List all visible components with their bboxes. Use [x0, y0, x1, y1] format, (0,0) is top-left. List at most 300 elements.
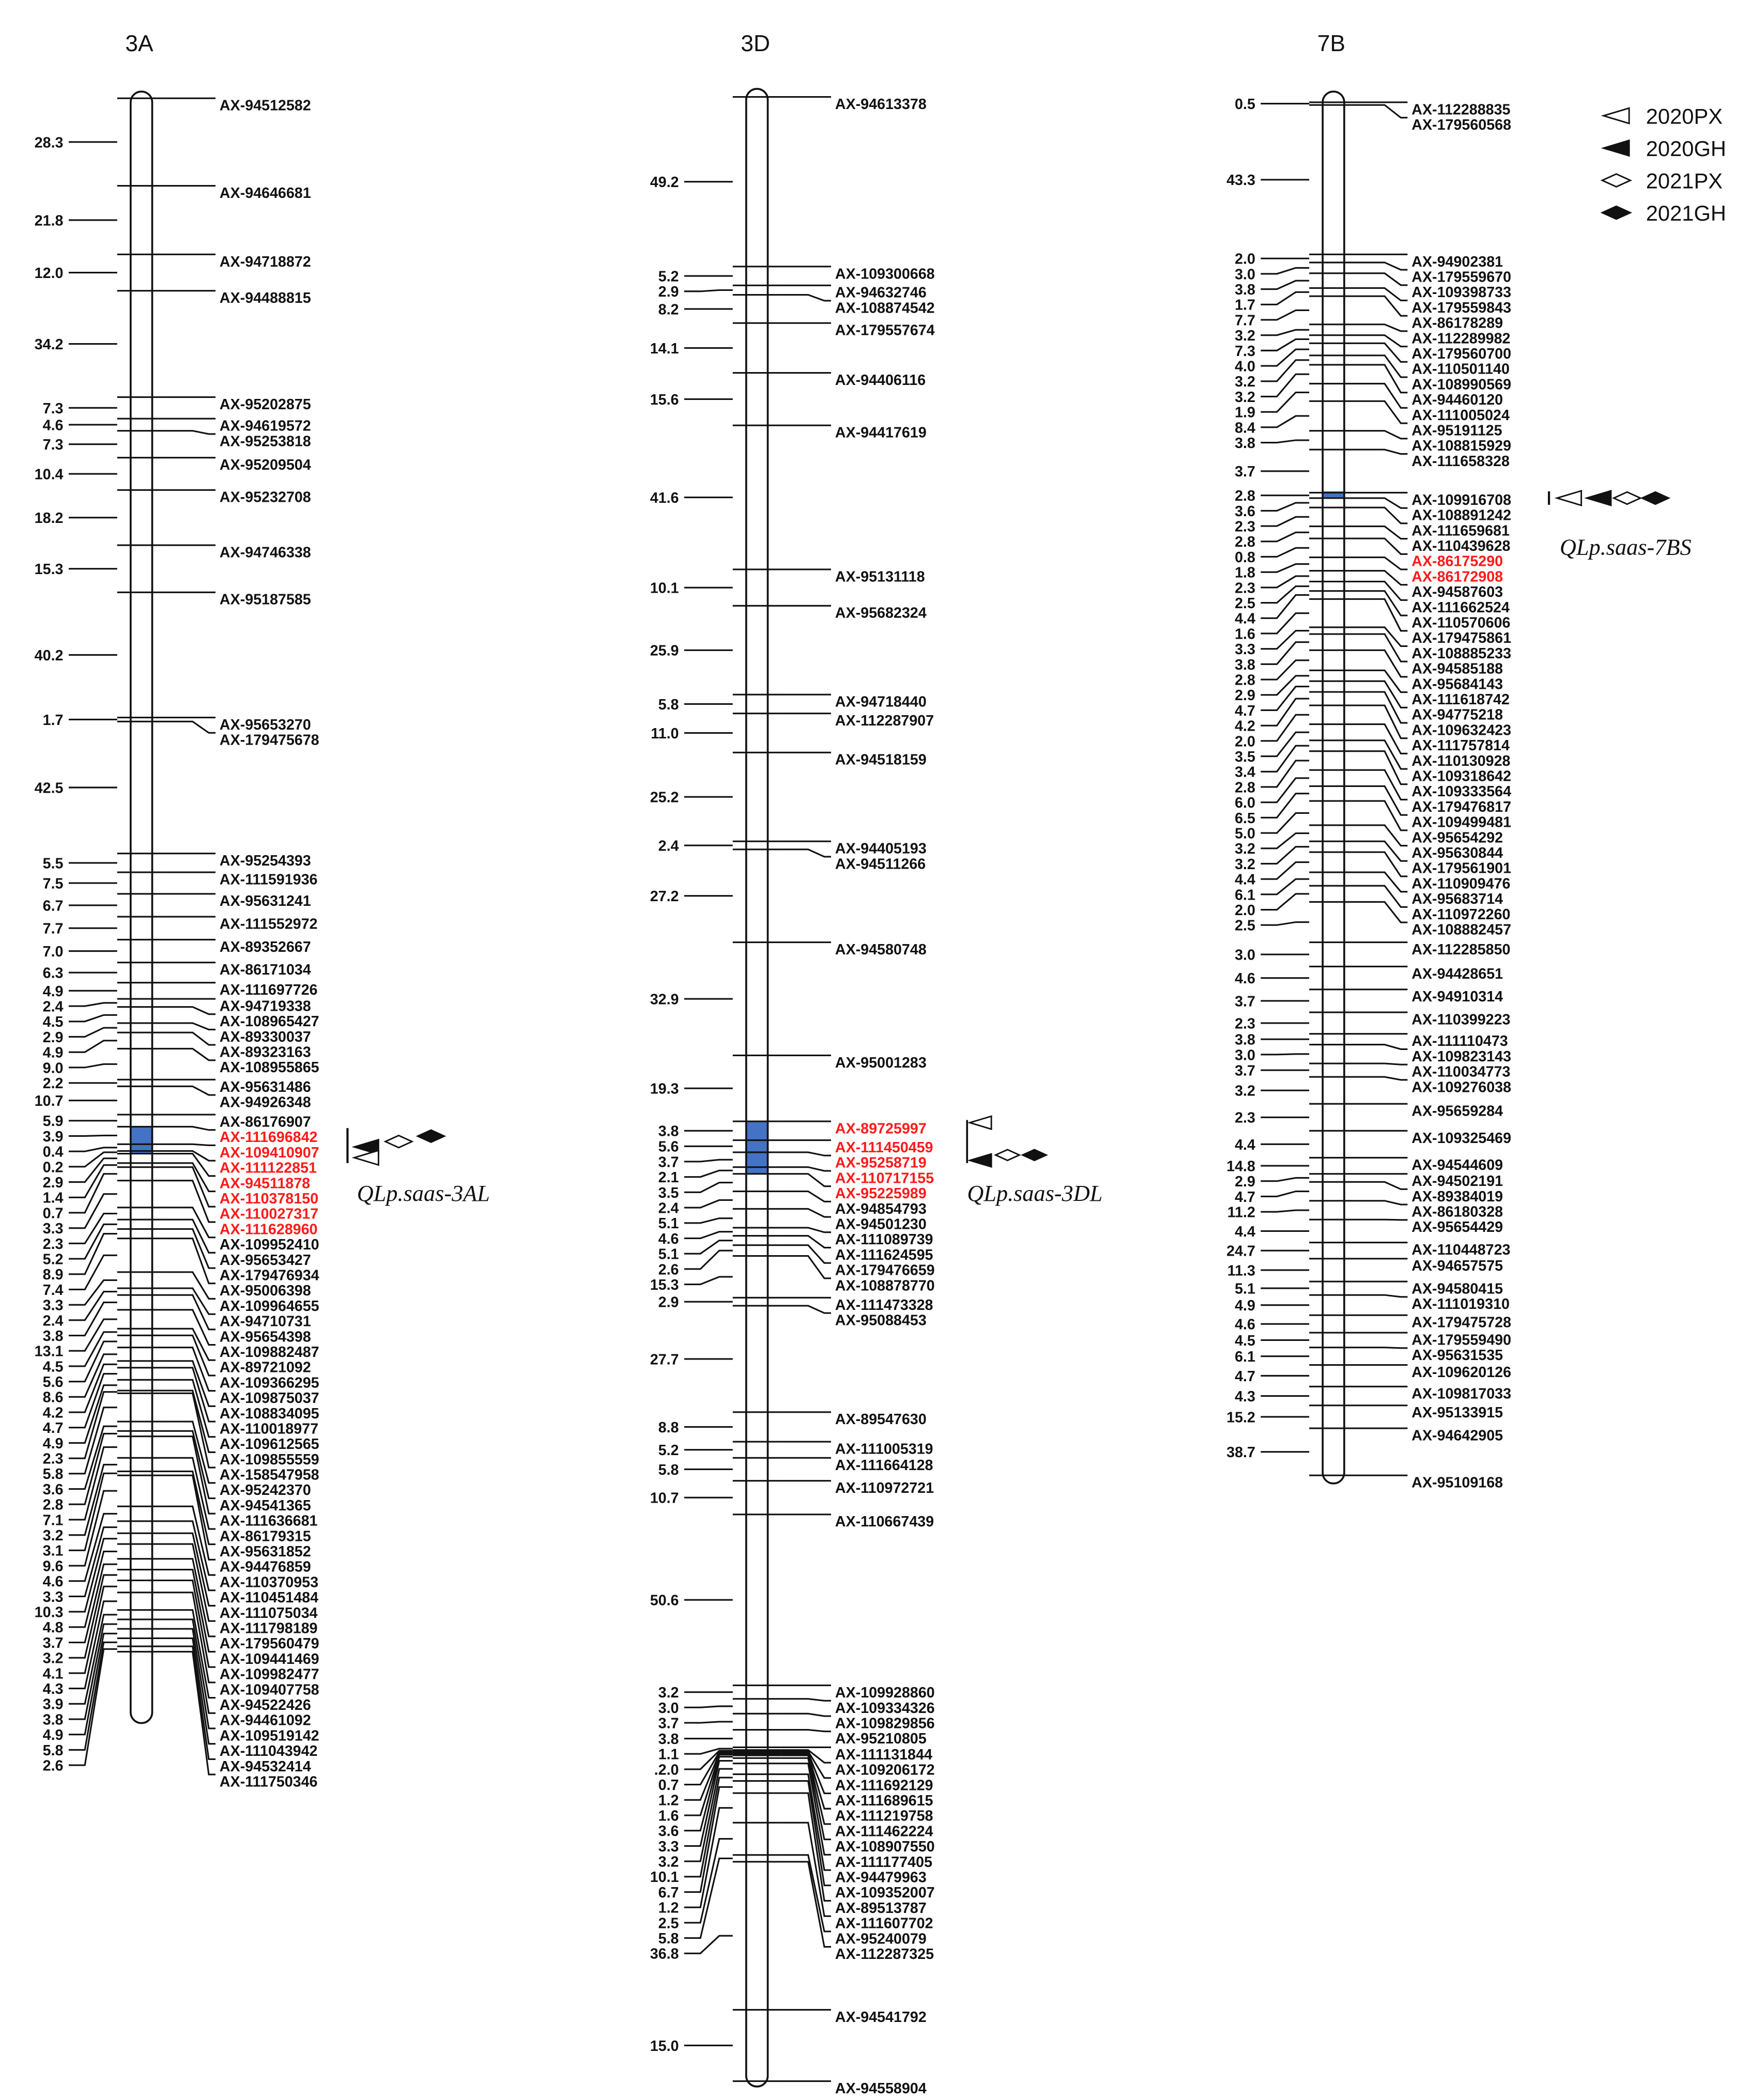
- distance-label: 2.3: [1235, 1015, 1255, 1032]
- distance-interval: [658, 1139, 733, 1155]
- distance-interval: [1235, 1281, 1309, 1298]
- marker-label: AX-179560568: [1411, 117, 1512, 134]
- marker-label: AX-109952410: [219, 1237, 319, 1254]
- marker-label: AX-95131118: [835, 568, 925, 585]
- distance-label: 36.8: [650, 1945, 679, 1963]
- marker-label: AX-111177405: [835, 1854, 932, 1871]
- marker-label: AX-111662524: [1411, 599, 1510, 616]
- distance-interval: [658, 1154, 733, 1170]
- marker-label: AX-95001283: [835, 1054, 927, 1071]
- marker-label: AX-112285850: [1411, 941, 1511, 959]
- marker-label: AX-94646681: [219, 184, 311, 202]
- distance-label: 3.3: [42, 1588, 64, 1605]
- marker-label: AX-179475728: [1411, 1314, 1512, 1331]
- distance-interval: [650, 991, 733, 1008]
- distance-interval: [35, 212, 117, 229]
- distance-label: 49.2: [650, 174, 679, 191]
- distance-interval: [43, 417, 117, 434]
- distance-label: 42.5: [34, 780, 64, 797]
- distance-label: 27.7: [650, 1351, 679, 1368]
- distance-label: 2.9: [1235, 1173, 1255, 1191]
- filled-triangle-icon: [1587, 491, 1611, 505]
- distance-label: 50.6: [650, 1592, 679, 1609]
- distance-label: 6.3: [42, 965, 64, 982]
- marker-label: AX-109318642: [1411, 768, 1512, 785]
- distance-label: 28.3: [34, 134, 64, 151]
- distance-label: 2.5: [658, 1915, 679, 1932]
- distance-label: 3.7: [658, 1715, 679, 1732]
- marker: [733, 1514, 934, 1530]
- marker-label: AX-109612565: [219, 1436, 319, 1453]
- marker: [117, 489, 311, 506]
- marker-label: AX-109499481: [1411, 814, 1512, 831]
- distance-interval: [43, 855, 117, 872]
- marker-label: AX-111636681: [219, 1512, 318, 1530]
- distance-label: 18.2: [34, 510, 64, 527]
- marker-label: AX-108882457: [1411, 921, 1512, 938]
- distance-label: 3.5: [1235, 748, 1255, 765]
- distance-interval: [658, 1183, 733, 1201]
- marker: [1309, 989, 1503, 1005]
- distance-label: 1.6: [658, 1808, 679, 1825]
- distance-interval: [658, 1715, 733, 1732]
- marker-label: AX-110667439: [835, 1514, 934, 1531]
- distance-interval: [650, 1490, 733, 1507]
- marker-label: AX-108965427: [219, 1013, 319, 1030]
- distance-label: 2.9: [658, 1294, 679, 1311]
- marker-label: AX-110972721: [835, 1480, 934, 1497]
- marker-label: AX-94613378: [835, 96, 927, 113]
- distance-label: .2.0: [654, 1762, 679, 1779]
- distance-label: 4.5: [42, 1358, 64, 1376]
- marker-label: AX-95653427: [219, 1252, 311, 1269]
- distance-interval: [1235, 1173, 1309, 1190]
- marker-label: AX-94746338: [219, 544, 311, 561]
- marker-label: AX-110448723: [1411, 1241, 1511, 1258]
- filled-diamond-icon: [1602, 206, 1630, 219]
- distance-label: 0.7: [658, 1777, 679, 1794]
- marker-label-highlighted: AX-86175290: [1411, 553, 1503, 570]
- marker-label: AX-94902381: [1411, 253, 1503, 270]
- marker-label: AX-108955865: [219, 1059, 319, 1076]
- marker-label: AX-94854793: [835, 1200, 927, 1217]
- distance-label: 2.5: [1235, 595, 1255, 612]
- legend-item: [1602, 201, 1726, 225]
- distance-label: 4.4: [1235, 1223, 1255, 1240]
- distance-label: 2.8: [1235, 672, 1255, 689]
- marker-label: AX-111075034: [219, 1604, 318, 1622]
- marker-label-highlighted: AX-110378150: [219, 1190, 319, 1207]
- legend-label: 2021GH: [1646, 201, 1727, 226]
- open-diamond-icon: [1602, 174, 1630, 187]
- distance-label: 10.7: [650, 1490, 679, 1507]
- distance-label: 2.9: [42, 1029, 64, 1046]
- distance-interval: [650, 888, 733, 905]
- marker: [733, 425, 927, 441]
- distance-label: 3.6: [658, 1823, 679, 1840]
- distance-label: 7.4: [42, 1281, 64, 1299]
- distance-label: 11.3: [1227, 1262, 1255, 1279]
- distance-label: 34.2: [34, 336, 64, 353]
- marker-label: AX-179476817: [1411, 798, 1512, 815]
- distance-interval: [35, 265, 117, 282]
- marker-label: AX-110034773: [1411, 1063, 1511, 1080]
- marker-label-highlighted: AX-95258719: [835, 1154, 927, 1171]
- distance-label: 5.8: [42, 1466, 64, 1483]
- marker-label: AX-179557674: [835, 322, 935, 339]
- marker-label: AX-110399223: [1411, 1011, 1511, 1028]
- marker: [1309, 1201, 1503, 1221]
- distance-label: 1.6: [1235, 626, 1255, 643]
- marker-label: AX-95088453: [835, 1312, 927, 1329]
- distance-interval: [658, 1700, 733, 1717]
- marker-label: AX-109333564: [1411, 783, 1512, 800]
- distance-interval: [1227, 1262, 1309, 1279]
- distance-interval: [658, 1231, 733, 1247]
- marker: [117, 98, 311, 114]
- distance-label: 15.2: [1226, 1409, 1255, 1426]
- marker-label: AX-111692129: [835, 1777, 933, 1794]
- marker: [117, 717, 311, 733]
- distance-label: 3.4: [1235, 764, 1255, 781]
- marker-label: AX-108878770: [835, 1277, 935, 1294]
- distance-label: 7.5: [42, 875, 64, 892]
- distance-label: 5.8: [658, 696, 679, 713]
- marker-label: AX-95133915: [1411, 1404, 1503, 1422]
- marker-label: AX-94642905: [1411, 1427, 1503, 1444]
- distance-label: 3.0: [1235, 947, 1255, 964]
- marker-label: AX-158547958: [219, 1466, 319, 1484]
- distance-label: 3.2: [1235, 856, 1255, 873]
- distance-interval: [658, 268, 733, 285]
- filled-triangle-icon: [970, 1154, 991, 1167]
- qtl-annotation: [347, 1128, 489, 1206]
- distance-label: 3.8: [658, 1123, 679, 1140]
- marker-label: AX-108885233: [1411, 645, 1512, 662]
- marker: [117, 916, 318, 933]
- marker: [1309, 1404, 1503, 1421]
- marker: [733, 752, 927, 768]
- open-triangle-icon: [354, 1150, 378, 1165]
- marker-label: AX-86178289: [1411, 315, 1503, 332]
- distance-interval: [1235, 1137, 1309, 1153]
- marker-label: AX-110909476: [1411, 875, 1511, 892]
- distance-label: 5.6: [658, 1138, 679, 1155]
- marker-label: AX-94488815: [219, 290, 311, 307]
- distance-label: 5.8: [658, 1931, 679, 1948]
- distance-interval: [1235, 1015, 1309, 1032]
- distance-label: 5.2: [42, 1251, 64, 1268]
- distance-interval: [35, 336, 117, 353]
- marker-label: AX-109519142: [219, 1727, 319, 1744]
- distance-label: 24.7: [1226, 1243, 1255, 1260]
- marker: [117, 185, 311, 202]
- distance-interval: [43, 983, 117, 1000]
- distance-label: 3.3: [658, 1838, 679, 1855]
- marker-label: AX-179561901: [1411, 860, 1512, 877]
- distance-interval: [1235, 1083, 1309, 1100]
- marker-label: AX-94580415: [1411, 1280, 1503, 1298]
- marker: [117, 431, 311, 450]
- distance-interval: [1235, 1349, 1309, 1365]
- marker: [1309, 1242, 1510, 1258]
- distance-label: 14.1: [650, 340, 679, 357]
- marker-label: AX-111462224: [835, 1823, 933, 1840]
- marker-label: AX-108907550: [835, 1839, 935, 1856]
- distance-label: 9.6: [42, 1558, 64, 1575]
- distance-label: 4.6: [42, 417, 64, 434]
- marker-label: AX-109882487: [219, 1344, 319, 1361]
- marker: [1309, 1295, 1510, 1312]
- distance-label: 5.5: [42, 855, 64, 872]
- marker: [117, 962, 311, 978]
- marker: [1309, 1258, 1503, 1274]
- marker-label: AX-108891242: [1411, 507, 1512, 524]
- marker-label: AX-108874542: [835, 300, 935, 317]
- marker-label: AX-94479963: [835, 1869, 927, 1886]
- marker-label: AX-95683714: [1411, 891, 1503, 908]
- distance-label: 8.6: [42, 1389, 64, 1406]
- distance-label: 4.4: [1235, 610, 1255, 627]
- marker-label: AX-110130928: [1411, 752, 1511, 769]
- distance-label: 1.9: [1235, 404, 1255, 421]
- marker-label: AX-94461092: [219, 1712, 311, 1729]
- distance-label: 4.8: [42, 1619, 64, 1636]
- marker-label: AX-95109168: [1411, 1474, 1503, 1491]
- distance-label: 6.5: [1235, 810, 1255, 827]
- marker-label: AX-111624595: [835, 1246, 933, 1263]
- marker-label: AX-94558904: [835, 2080, 927, 2097]
- distance-label: 7.7: [1235, 312, 1255, 329]
- marker-label: AX-109206172: [835, 1762, 935, 1779]
- marker-label: AX-112287907: [835, 713, 934, 730]
- marker: [733, 605, 927, 622]
- distance-label: 2.6: [658, 1261, 679, 1278]
- distance-label: 0.7: [42, 1205, 64, 1222]
- marker: [117, 592, 311, 608]
- marker: [117, 872, 318, 888]
- distance-interval: [1235, 435, 1309, 452]
- qtl-interval: [746, 1121, 768, 1174]
- marker-label: AX-179476934: [219, 1267, 319, 1284]
- marker-label: AX-111659681: [1411, 522, 1510, 539]
- marker-label: AX-95006398: [219, 1283, 311, 1300]
- distance-label: 2.6: [42, 1757, 64, 1774]
- distance-label: 4.6: [42, 1573, 64, 1591]
- marker-label: AX-111219758: [835, 1808, 933, 1825]
- marker-label: AX-179475861: [1411, 630, 1512, 647]
- chromosome-body: [1323, 91, 1344, 1484]
- marker-label: AX-95654429: [1411, 1219, 1503, 1236]
- marker: [733, 694, 927, 711]
- distance-interval: [658, 1123, 733, 1140]
- marker-label: AX-111552972: [219, 916, 318, 933]
- marker-label: AX-95240079: [835, 1931, 927, 1948]
- marker: [733, 2080, 927, 2097]
- distance-label: 13.1: [34, 1343, 64, 1360]
- marker-label-highlighted: AX-111122851: [219, 1160, 317, 1177]
- marker-label: AX-112289982: [1411, 330, 1511, 347]
- marker-label: AX-94511266: [835, 856, 926, 873]
- marker: [733, 713, 934, 729]
- marker-label: AX-109982477: [219, 1666, 319, 1683]
- distance-label: 3.3: [1235, 641, 1255, 658]
- distance-label: 32.9: [650, 991, 679, 1008]
- distance-interval: [650, 580, 733, 597]
- distance-label: 3.2: [42, 1650, 64, 1667]
- filled-triangle-icon: [1604, 141, 1630, 156]
- distance-label: 3.7: [42, 1634, 64, 1651]
- marker-label: AX-95191125: [1411, 422, 1502, 439]
- distance-label: 3.7: [1235, 993, 1255, 1010]
- distance-interval: [650, 1593, 733, 1609]
- distance-label: 3.3: [42, 1297, 64, 1314]
- distance-label: 2.4: [42, 1312, 64, 1330]
- marker-label: AX-110370953: [219, 1574, 319, 1591]
- chromosome-7B: [1226, 31, 1691, 1491]
- distance-label: 4.6: [1235, 1316, 1255, 1333]
- marker-label: AX-89352667: [219, 938, 311, 955]
- chromosome-body: [746, 89, 768, 2087]
- distance-interval: [1226, 1243, 1309, 1260]
- distance-label: 4.4: [1235, 871, 1255, 888]
- marker-label: AX-111005319: [835, 1441, 933, 1458]
- distance-label: 8.8: [658, 1419, 679, 1436]
- distance-label: 11.0: [651, 725, 679, 742]
- marker-label: AX-111607702: [835, 1915, 933, 1932]
- marker-label: AX-94406116: [835, 372, 926, 389]
- marker: [1309, 1347, 1503, 1364]
- distance-label: 4.3: [1235, 1388, 1255, 1405]
- marker: [117, 254, 311, 270]
- marker-label: AX-179560479: [219, 1635, 319, 1653]
- marker-label: AX-95654292: [1411, 829, 1503, 846]
- distance-label: 4.7: [1235, 1368, 1255, 1385]
- distance-interval: [1235, 251, 1309, 268]
- distance-label: 9.0: [42, 1060, 64, 1077]
- marker-label-highlighted: AX-110717155: [835, 1170, 934, 1187]
- distance-label: 4.1: [42, 1665, 64, 1682]
- marker-label: AX-109366295: [219, 1375, 319, 1392]
- distance-interval: [650, 490, 733, 506]
- distance-interval: [35, 466, 117, 483]
- marker: [733, 2009, 927, 2026]
- marker-label: AX-94718872: [219, 253, 311, 270]
- distance-interval: [1235, 464, 1309, 480]
- marker-label: AX-109964655: [219, 1298, 319, 1315]
- marker-label: AX-95631241: [219, 893, 311, 910]
- marker-label: AX-86176907: [219, 1114, 311, 1131]
- distance-label: 1.7: [42, 712, 64, 729]
- marker-label: AX-95631486: [219, 1078, 311, 1095]
- marker-label: AX-94657575: [1411, 1258, 1503, 1275]
- distance-label: 3.7: [1235, 464, 1255, 481]
- marker-label: AX-179559843: [1411, 299, 1512, 316]
- marker-label: AX-95202875: [219, 396, 311, 413]
- distance-interval: [43, 965, 117, 982]
- marker: [1309, 1315, 1511, 1331]
- marker-label-highlighted: AX-111628960: [219, 1221, 318, 1238]
- distance-interval: [43, 1060, 117, 1076]
- distance-interval: [1235, 281, 1309, 298]
- marker: [1309, 101, 1510, 118]
- distance-label: 4.7: [1235, 1188, 1255, 1206]
- distance-interval: [1235, 970, 1309, 987]
- distance-interval: [658, 1419, 733, 1436]
- distance-interval: [658, 301, 733, 318]
- distance-label: 7.0: [42, 943, 64, 960]
- marker-label-highlighted: AX-86172908: [1411, 568, 1503, 585]
- distance-label: 3.1: [42, 1542, 64, 1559]
- marker-label: AX-179476659: [835, 1262, 935, 1279]
- marker: [1309, 1427, 1503, 1444]
- marker: [1309, 1063, 1510, 1080]
- marker-label: AX-94585188: [1411, 660, 1503, 677]
- distance-interval: [658, 1462, 733, 1478]
- qtl-name: QLp.saas-3AL: [357, 1180, 490, 1206]
- distance-interval: [658, 697, 733, 713]
- distance-label: 2.3: [42, 1450, 64, 1468]
- distance-interval: [1235, 993, 1309, 1010]
- distance-label: 4.9: [42, 983, 64, 1000]
- distance-interval: [1227, 1205, 1309, 1221]
- distance-label: 15.3: [34, 561, 64, 578]
- marker-label: AX-111591936: [219, 871, 318, 888]
- marker: [733, 266, 935, 282]
- legend-label: 2021PX: [1646, 168, 1723, 193]
- marker-label: AX-109855559: [219, 1451, 319, 1468]
- marker: [1309, 1033, 1508, 1049]
- distance-interval: [1235, 947, 1309, 963]
- distance-label: 25.2: [650, 789, 679, 806]
- distance-interval: [1235, 1317, 1309, 1333]
- marker: [733, 285, 927, 301]
- marker-label: AX-86171034: [219, 962, 311, 979]
- distance-label: 2.8: [1235, 488, 1255, 505]
- legend-item: [1604, 104, 1723, 129]
- marker-label: AX-94428651: [1411, 965, 1503, 982]
- marker: [1309, 1332, 1511, 1349]
- distance-interval: [650, 174, 733, 191]
- distance-label: 1.1: [658, 1746, 679, 1763]
- marker-label-highlighted: AX-110027317: [219, 1206, 319, 1223]
- qtl-name: QLp.saas-7BS: [1559, 534, 1692, 560]
- distance-label: 41.6: [650, 490, 679, 507]
- distance-label: 3.2: [1235, 328, 1255, 345]
- marker-label: AX-89721092: [219, 1359, 311, 1376]
- legend: [1602, 104, 1726, 226]
- distance-label: 3.8: [1235, 282, 1255, 299]
- marker: [733, 1411, 927, 1428]
- marker: [733, 1441, 933, 1458]
- distance-label: 6.7: [658, 1884, 679, 1901]
- marker-label: AX-109875037: [219, 1390, 319, 1407]
- marker-label: AX-94460120: [1411, 392, 1503, 409]
- distance-label: 5.1: [1235, 1280, 1255, 1298]
- marker-label: AX-89513787: [835, 1900, 927, 1917]
- marker-label: AX-111110473: [1411, 1033, 1508, 1050]
- distance-label: 0.5: [1235, 96, 1255, 113]
- distance-label: 4.9: [42, 1727, 64, 1744]
- distance-label: 10.7: [34, 1093, 64, 1110]
- marker-label: AX-86180328: [1411, 1203, 1503, 1221]
- distance-interval: [1235, 1368, 1309, 1385]
- marker: [1309, 966, 1503, 982]
- marker: [117, 853, 311, 869]
- open-triangle-icon: [1604, 108, 1630, 123]
- marker-label: AX-109817033: [1411, 1385, 1512, 1402]
- distance-label: 10.1: [650, 1869, 679, 1886]
